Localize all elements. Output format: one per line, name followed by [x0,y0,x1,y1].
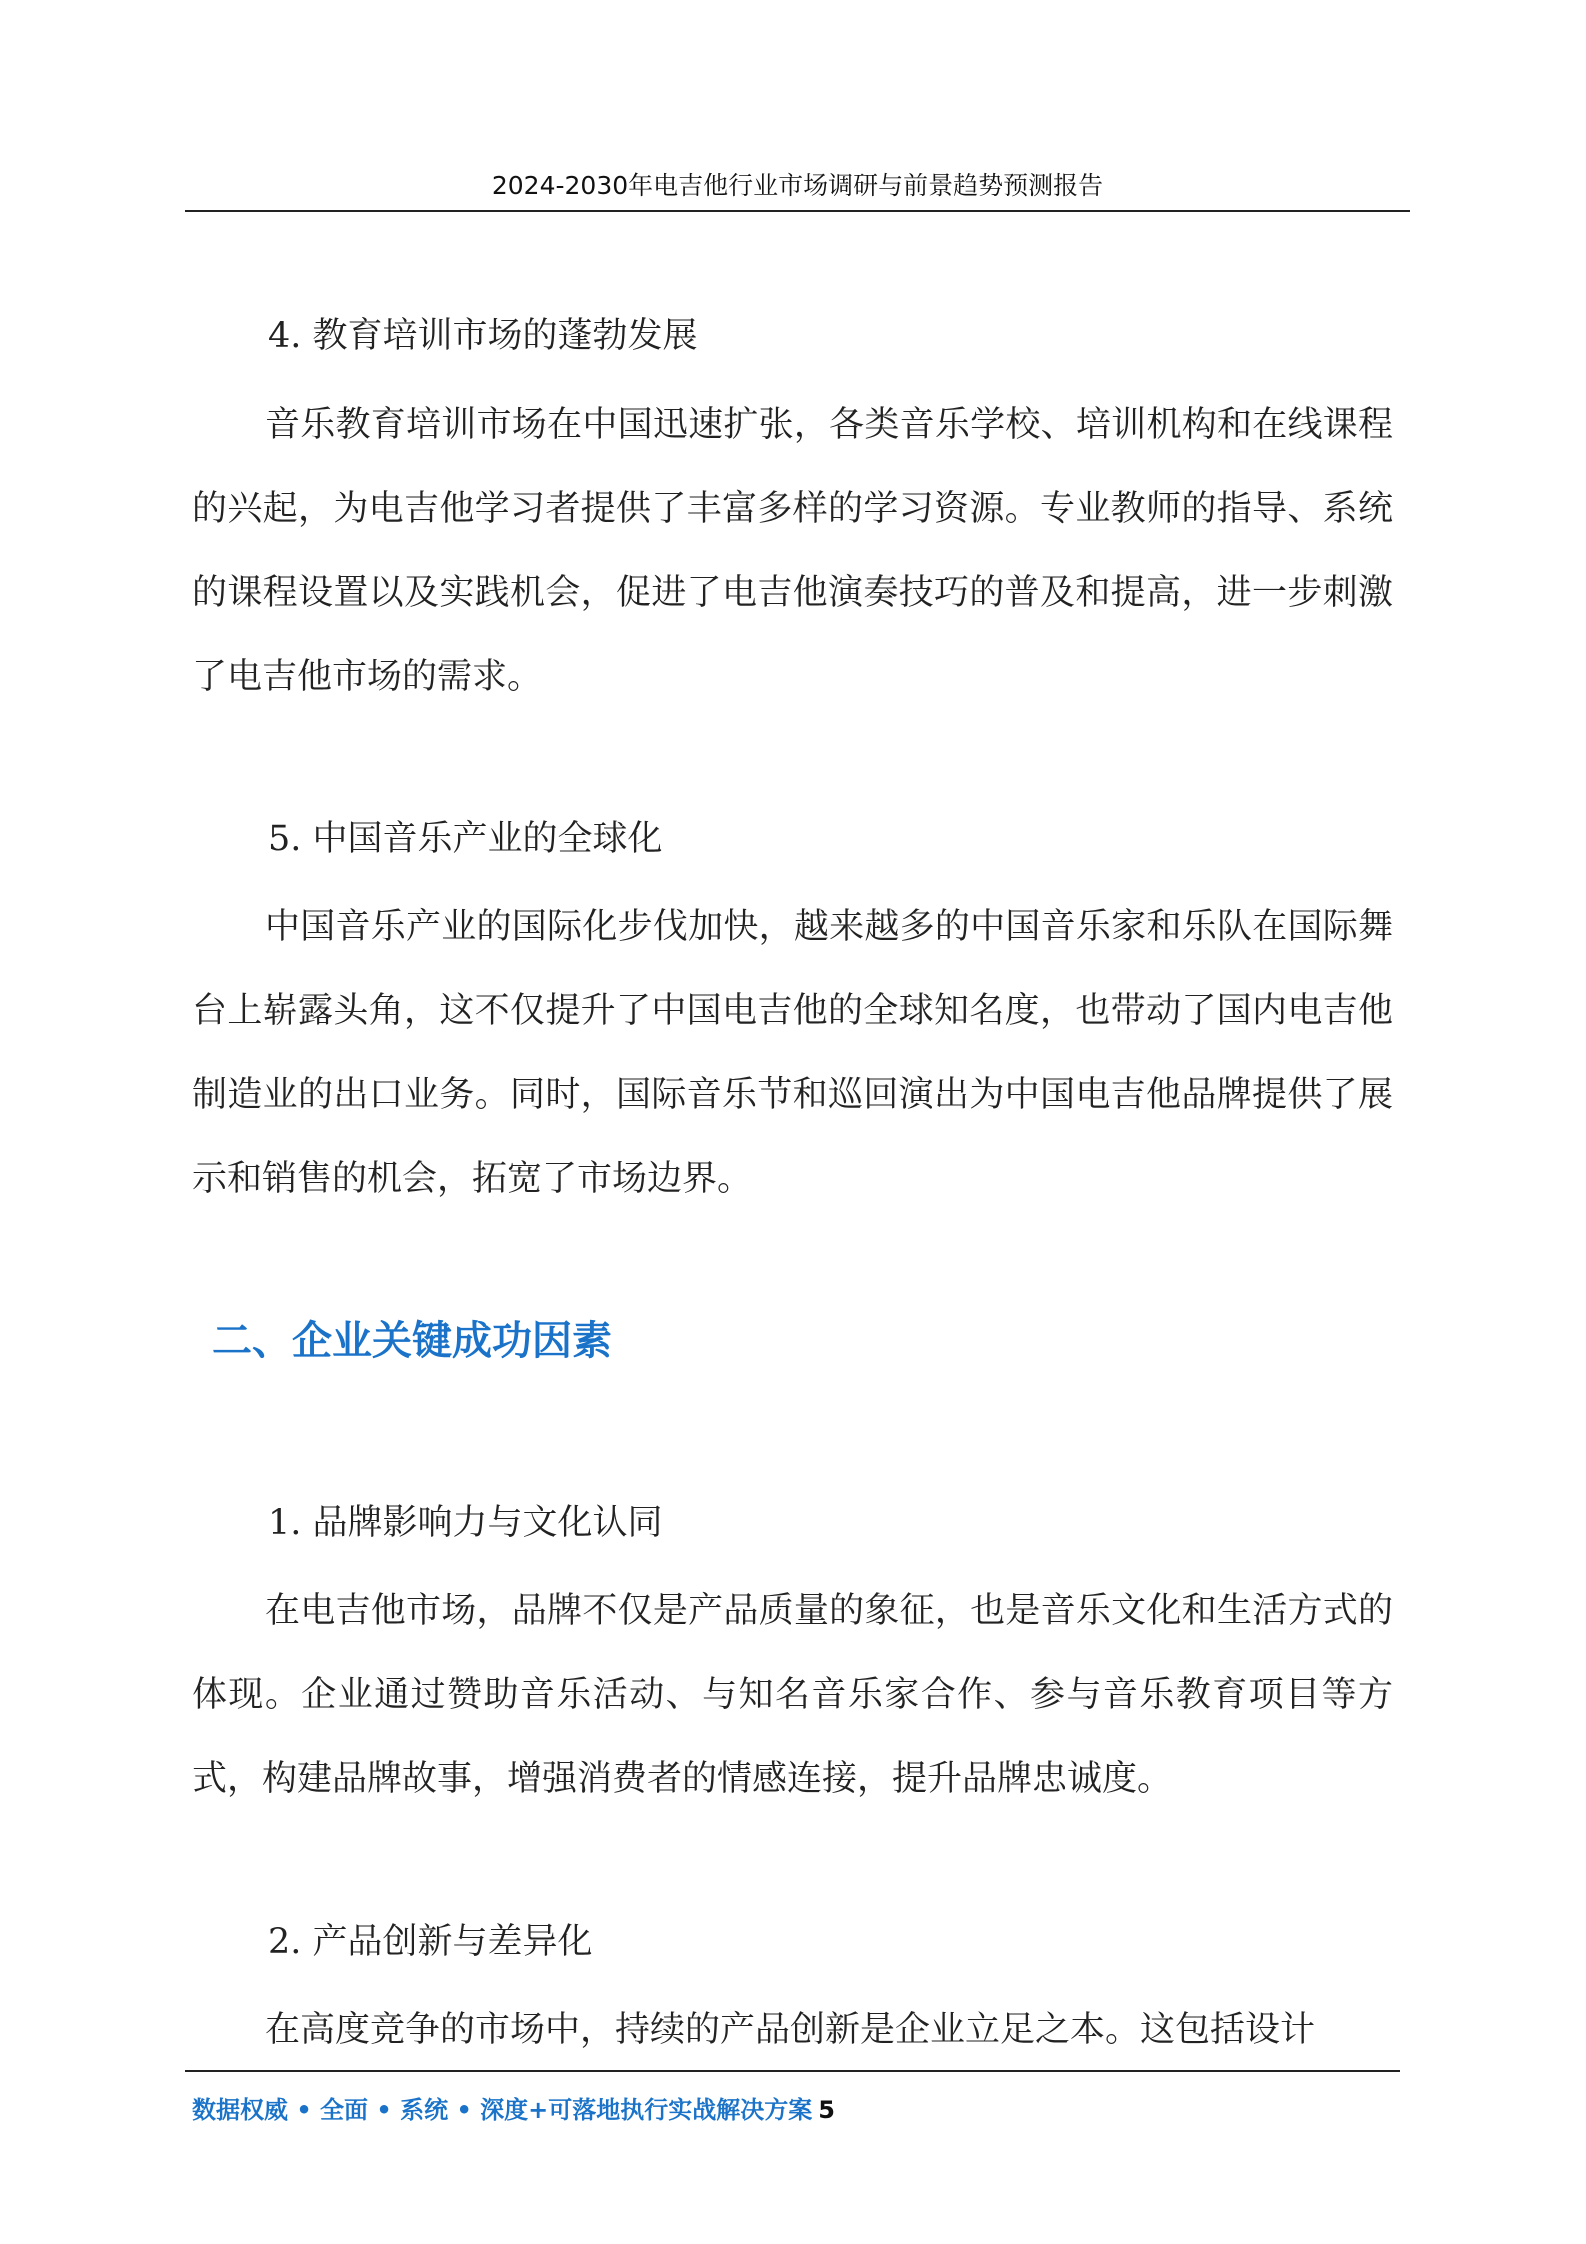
subsection-heading-brand: 1. 品牌影响力与文化认同 [268,1503,663,1543]
paragraph-education: 音乐教育培训市场在中国迅速扩张，各类音乐学校、培训机构和在线课程的兴起，为电吉他学习者提供了丰富多样的学习资源。专业教师的指导、系统的课程设置以及实践机会，促进了电吉他演奏技巧的普及和提高，进一步刺激了电吉他市场的需求。 [192,405,1393,697]
report-header-title: 2024-2030年电吉他行业市场调研与前景趋势预测报告 [491,171,1104,200]
subsection-heading-globalization: 5. 中国音乐产业的全球化 [268,819,663,859]
paragraph-brand: 在电吉他市场，品牌不仅是产品质量的象征，也是音乐文化和生活方式的体现。企业通过赞助音乐活动、与知名音乐家合作、参与音乐教育项目等方式，构建品牌故事，增强消费者的情感连接，提升品牌忠诚度。 [192,1591,1393,1799]
paragraph-innovation: 在高度竞争的市场中，持续的产品创新是企业立足之本。这包括设计 [265,2010,1316,2050]
subsection-heading-innovation: 2. 产品创新与差异化 [268,1922,593,1962]
footer-divider [185,2070,1400,2072]
page-footer [192,2098,835,2122]
header-divider [185,210,1410,212]
paragraph-globalization: 中国音乐产业的国际化步伐加快，越来越多的中国音乐家和乐队在国际舞台上崭露头角，这不仅提升了中国电吉他的全球知名度，也带动了国内电吉他制造业的出口业务。同时，国际音乐节和巡回演出为中国电吉他品牌提供了展示和销售的机会，拓宽了市场边界。 [192,907,1393,1199]
footer-slogan: 数据权威 • 全面 • 系统 • 深度+可落地执行实战解决方案 [192,2096,813,2124]
page-number: 5 [818,2096,835,2124]
subsection-heading-education: 4. 教育培训市场的蓬勃发展 [268,316,698,356]
chapter-heading: 二、企业关键成功因素 [212,1318,612,1364]
